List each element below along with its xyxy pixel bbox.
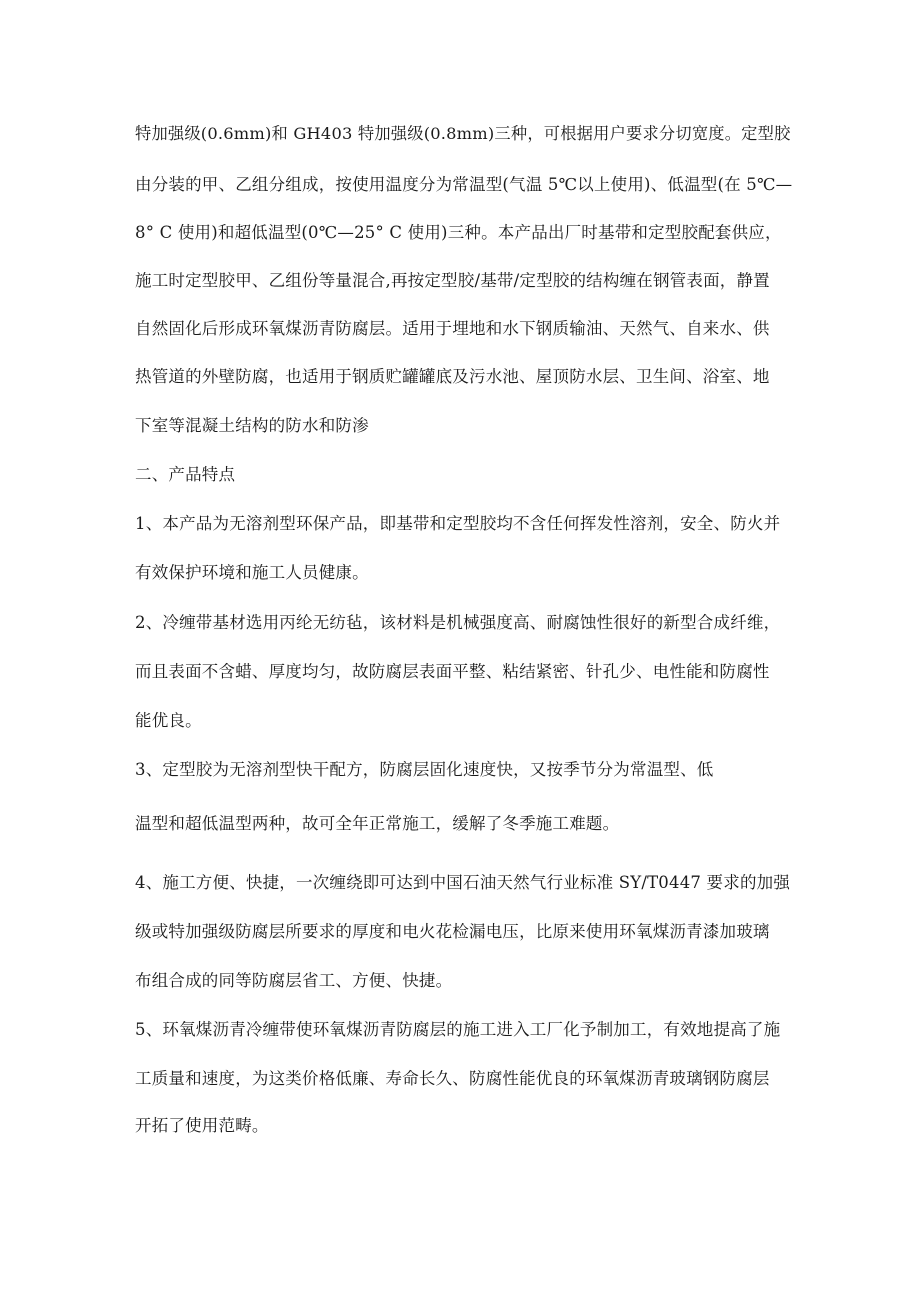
text-line: 1、本产品为无溶剂型环保产品，即基带和定型胶均不含任何挥发性溶剂，安全、防火并 [135,514,781,533]
text-line: 工质量和速度，为这类价格低廉、寿命长久、防腐性能优良的环氧煤沥青玻璃钢防腐层 [135,1069,770,1088]
text-line: 由分装的甲、乙组分组成，按使用温度分为常温型(气温 5℃以上使用)、低温型(在 5℃— [135,175,793,194]
text-line: 而且表面不含蜡、厚度均匀，故防腐层表面平整、粘结紧密、针孔少、电性能和防腐性 [135,662,770,681]
text-line: 5、环氧煤沥青冷缠带使环氧煤沥青防腐层的施工进入工厂化予制加工，有效地提高了施 [135,1020,781,1039]
text-line: 热管道的外壁防腐，也适用于钢质贮罐罐底及污水池、屋顶防水层、卫生间、浴室、地 [135,367,770,386]
section-heading: 二、产品特点 [135,465,236,484]
text-line: 温型和超低温型两种，故可全年正常施工，缓解了冬季施工难题。 [135,814,620,833]
text-line: 3、定型胶为无溶剂型快干配方，防腐层固化速度快，又按季节分为常温型、低 [135,760,714,779]
text-line: 自然固化后形成环氧煤沥青防腐层。适用于埋地和水下钢质输油、天然气、自来水、供 [135,319,770,338]
text-line: 开拓了使用范畴。 [135,1116,269,1135]
text-line: 级或特加强级防腐层所要求的厚度和电火花检漏电压，比原来使用环氧煤沥青漆加玻璃 [135,922,770,941]
text-line: 布组合成的同等防腐层省工、方便、快捷。 [135,971,453,990]
text-line: 有效保护环境和施工人员健康。 [135,563,369,582]
text-line: 特加强级(0.6mm)和 GH403 特加强级(0.8mm)三种，可根据用户要求分切宽度。定型胶 [135,124,791,143]
text-line: 下室等混凝土结构的防水和防渗 [135,416,369,435]
text-line: 4、施工方便、快捷，一次缠绕即可达到中国石油天然气行业标准 SY/T0447 要求的加强 [135,873,791,892]
text-line: 2、冷缠带基材选用丙纶无纺毡，该材料是机械强度高、耐腐蚀性很好的新型合成纤维， [135,613,781,632]
text-line: 能优良。 [135,711,202,730]
text-line: 8° C 使用)和超低温型(0℃—25° C 使用)三种。本产品出厂时基带和定型胶配套供应， [135,223,782,242]
text-line: 施工时定型胶甲、乙组份等量混合,再按定型胶/基带/定型胶的结构缠在钢管表面，静置 [135,271,770,290]
